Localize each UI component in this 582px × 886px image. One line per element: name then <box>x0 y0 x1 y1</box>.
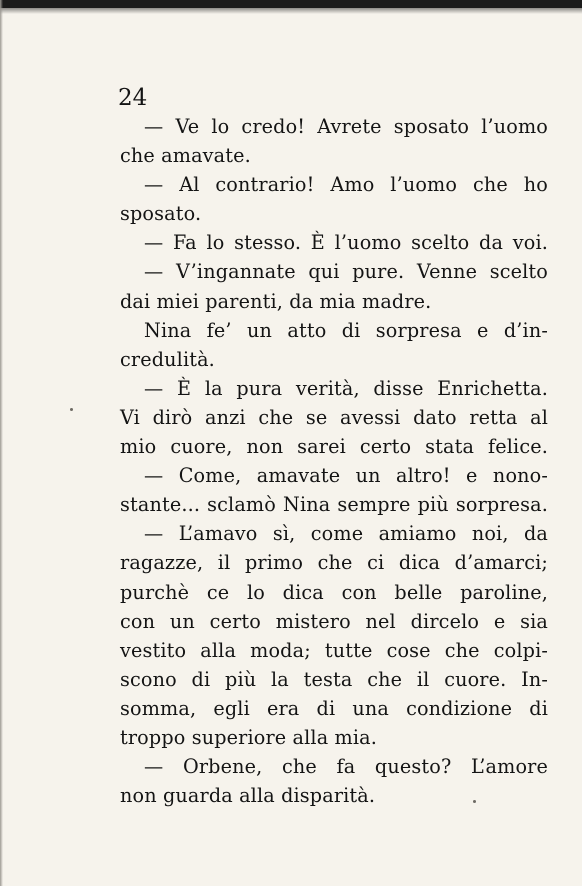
text-line: — L’amavo sì, come amiamo noi, da <box>144 522 548 546</box>
text-line: vestito alla moda; tutte cose che colpi- <box>120 638 548 662</box>
text-line: troppo superiore alla mia. <box>120 725 378 749</box>
text-line: sposato. <box>120 202 202 226</box>
print-speck <box>473 800 476 803</box>
text-line: che amavate. <box>120 144 251 168</box>
text-line: non guarda alla disparità. <box>120 784 376 808</box>
text-line: — Al contrario! Amo l’uomo che ho <box>144 173 548 197</box>
page-number: 24 <box>118 85 148 111</box>
text-line: Nina fe’ un atto di sorpresa e d’in- <box>144 318 548 342</box>
scan-top-edge <box>0 0 582 8</box>
text-line: stante... sclamò Nina sempre più sorpresa. <box>120 493 548 517</box>
text-line: scono di più la testa che il cuore. In- <box>120 667 548 691</box>
text-line: — Fa lo stesso. È l’uomo scelto da voi. <box>144 231 548 255</box>
text-line: dai miei parenti, da mia madre. <box>120 289 432 313</box>
text-line: purchè ce lo dica con belle paroline, <box>120 580 548 604</box>
text-line: mio cuore, non sarei certo stata felice. <box>120 435 548 459</box>
text-line: — Ve lo credo! Avrete sposato l’uomo <box>144 115 548 138</box>
text-line: — Come, amavate un altro! e nono- <box>144 464 548 488</box>
text-line: ragazze, il primo che ci dica d’amarci; <box>120 551 548 575</box>
text-line: somma, egli era di una condizione di <box>120 696 548 720</box>
scan-top-shadow <box>0 8 582 14</box>
text-line: credulità. <box>120 347 215 371</box>
text-line: Vi dirò anzi che se avessi dato retta al <box>120 405 548 429</box>
text-line: — È la pura verità, disse Enrichetta. <box>144 376 548 400</box>
print-speck <box>70 408 73 411</box>
text-line: con un certo mistero nel dircelo e sia <box>120 609 548 633</box>
text-line: — Orbene, che fa questo? L’amore <box>144 755 548 779</box>
scan-left-edge <box>0 0 3 886</box>
text-line: — V’ingannate qui pure. Venne scelto <box>144 260 548 284</box>
body-text <box>120 112 548 810</box>
